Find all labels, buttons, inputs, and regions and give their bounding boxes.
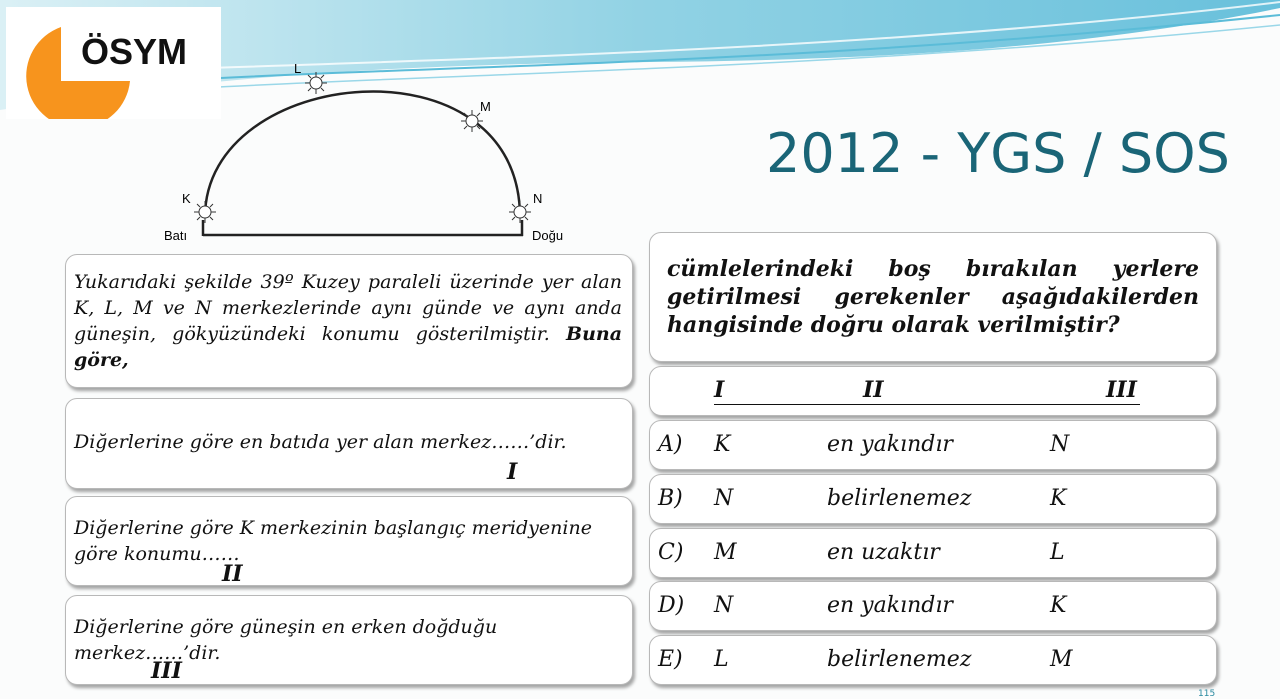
sun-icon-l: [305, 72, 327, 94]
option-col-ii: en uzaktır: [827, 540, 940, 565]
option-col-ii: en yakındır: [827, 593, 953, 618]
option-col-iii: N: [1050, 432, 1070, 457]
option-d[interactable]: [649, 581, 1217, 631]
option-col-i: M: [714, 540, 737, 565]
option-letter: C): [658, 540, 684, 565]
blank-marker-i: I: [507, 459, 518, 485]
option-col-iii: K: [1050, 486, 1067, 511]
slide-title: 2012 - YGS / SOS: [766, 122, 1230, 185]
option-letter: A): [658, 432, 683, 457]
option-col-ii: belirlenemez: [827, 647, 972, 672]
intro-statement: Yukarıdaki şekilde 39º Kuzey paraleli üzerinde yer alan K, L, M ve N merkezlerinde aynı günde ve aynı anda güneşin, gökyüzündeki konumu gösterilmiştir. Buna göre,: [74, 271, 623, 371]
option-a[interactable]: [649, 420, 1217, 470]
intro-bold: Buna göre,: [74, 323, 623, 371]
option-col-i: L: [714, 647, 729, 672]
statement-2-box: [65, 496, 633, 586]
option-col-iii: L: [1050, 540, 1065, 565]
sun-path-diagram: [150, 55, 590, 255]
blank-marker-iii: III: [151, 658, 182, 684]
option-col-ii: en yakındır: [827, 432, 953, 457]
label-n: N: [533, 191, 543, 206]
label-west: Batı: [164, 228, 188, 243]
option-b[interactable]: [649, 474, 1217, 524]
option-letter: E): [658, 647, 683, 672]
statement-3-box: [65, 595, 633, 685]
sun-icon-n: [509, 201, 531, 223]
statement-1-box: [65, 398, 633, 489]
statement-3: Diğerlerine göre güneşin en erken doğduğu merkez……’dir.: [74, 616, 498, 664]
option-col-iii: M: [1050, 647, 1073, 672]
option-col-i: N: [714, 593, 734, 618]
column-header-i: I: [714, 377, 725, 403]
option-letter: D): [658, 593, 685, 618]
sun-icon-k: [194, 201, 216, 223]
statement-2: Diğerlerine göre K merkezinin başlangıç meridyenine göre konumu……: [74, 517, 592, 565]
column-header-iii: III: [1106, 377, 1137, 403]
option-letter: B): [658, 486, 683, 511]
label-l: L: [294, 61, 302, 76]
osym-logo-text: ÖSYM: [81, 31, 188, 72]
option-e[interactable]: [649, 635, 1217, 685]
label-k: K: [182, 191, 191, 206]
intro-statement-box: [65, 254, 633, 388]
option-col-i: K: [714, 432, 731, 457]
option-col-iii: K: [1050, 593, 1067, 618]
option-col-i: N: [714, 486, 734, 511]
columns-header-box: [649, 366, 1217, 416]
question-box: [649, 232, 1217, 362]
option-c[interactable]: [649, 528, 1217, 578]
header-underline: [714, 404, 1140, 405]
label-m: M: [480, 99, 491, 114]
option-col-ii: belirlenemez: [827, 486, 972, 511]
blank-marker-ii: II: [222, 561, 243, 587]
column-header-ii: II: [863, 377, 884, 403]
question-text: cümlelerindeki boş bırakılan yerlere getirilmesi gerekenler aşağıdakilerden hangisinde doğru olarak verilmiştir?: [667, 256, 1199, 338]
page-number: 115: [1198, 689, 1216, 699]
statement-1: Diğerlerine göre en batıda yer alan merkez……’dir.: [74, 431, 567, 453]
label-east: Doğu: [532, 228, 564, 243]
